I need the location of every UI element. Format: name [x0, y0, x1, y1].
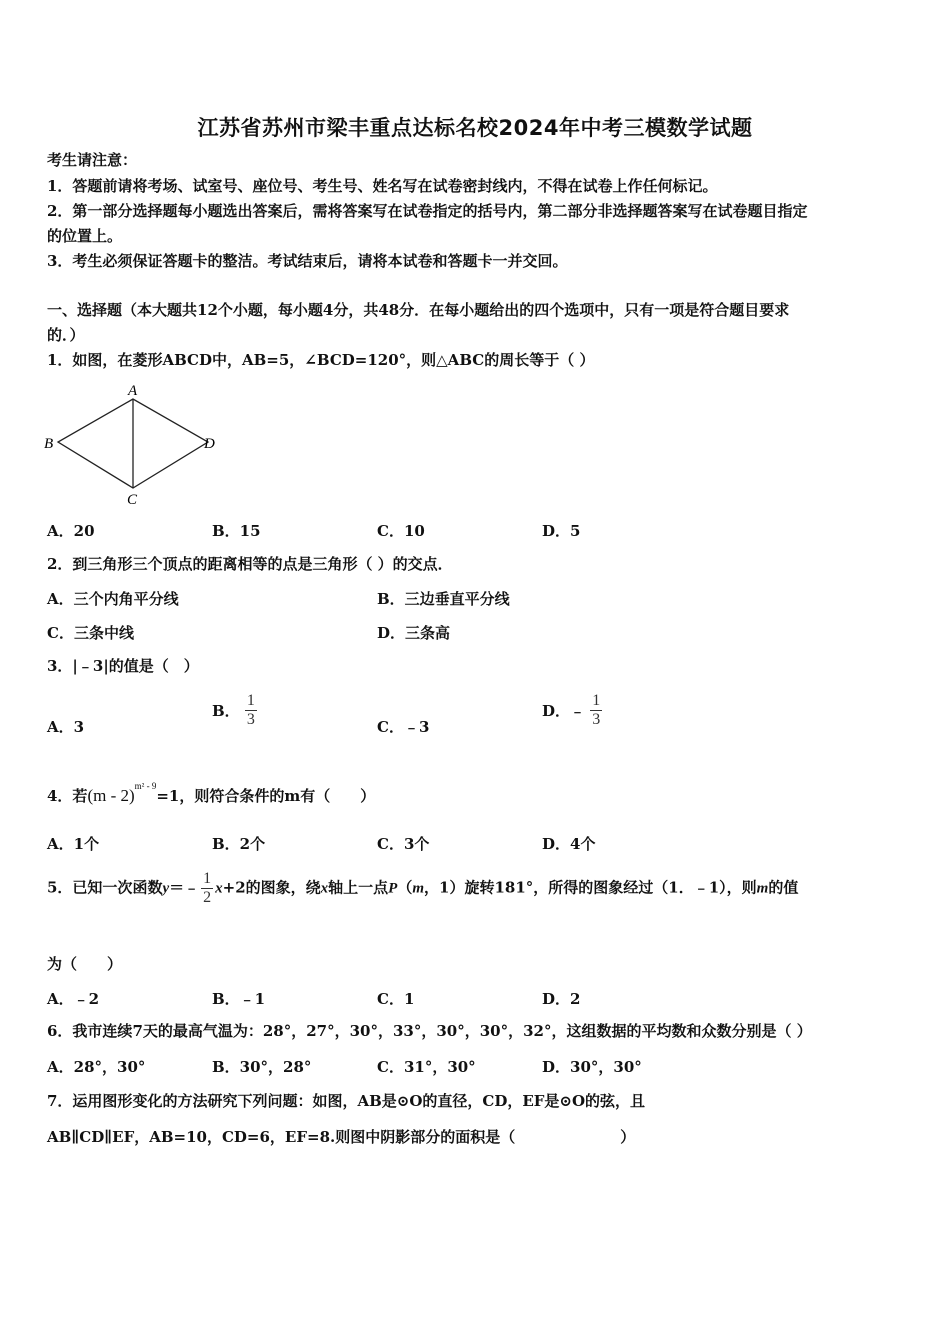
- var-x: x: [215, 880, 223, 897]
- q6-option-b[interactable]: B．30°，28°: [212, 1058, 312, 1076]
- q5-mid1: +2的图象，绕: [222, 878, 321, 897]
- q1-stem: 1．如图，在菱形ABCD中，AB=5，∠BCD=120°，则△ABC的周长等于（ ）: [47, 351, 595, 369]
- notice-item: 的位置上。: [47, 227, 123, 245]
- q5-option-a[interactable]: A．﹣2: [47, 990, 100, 1008]
- notice-heading: 考生请注意：: [47, 151, 138, 169]
- fraction-denominator: 3: [592, 711, 601, 728]
- q2-option-d[interactable]: D．三条高: [377, 624, 451, 642]
- q1-option-a[interactable]: A．20: [47, 522, 95, 540]
- q5-end: 的值: [768, 878, 799, 897]
- fraction: [590, 692, 602, 729]
- q2-stem: 2．到三角形三个顶点的距离相等的点是三角形（ ）的交点．: [47, 555, 453, 573]
- label-b: B: [44, 436, 54, 452]
- q5-stem: [47, 870, 798, 907]
- var-p: P: [388, 880, 398, 897]
- q3-option-d-label: D．﹣: [542, 702, 586, 720]
- q2-option-c[interactable]: C．三条中线: [47, 624, 134, 642]
- q5-eq: ＝﹣: [169, 878, 200, 897]
- q5-prefix: 5．已知一次函数: [47, 878, 163, 897]
- q3-option-b-label: B．: [212, 702, 240, 720]
- rhombus-figure: [40, 380, 230, 510]
- q2-option-a[interactable]: A．三个内角平分线: [47, 590, 179, 608]
- var-x: x: [320, 880, 329, 897]
- var-m: m: [412, 880, 425, 897]
- q4-option-d[interactable]: D．4个: [542, 835, 596, 853]
- q3-option-a[interactable]: A．3: [47, 718, 85, 736]
- q4-option-b[interactable]: B．2个: [212, 835, 266, 853]
- fraction: [245, 692, 257, 729]
- q5-option-d[interactable]: D．2: [542, 990, 581, 1008]
- q4-suffix: =1，则符合条件的m有（ ）: [156, 787, 376, 805]
- q4-prefix: 4．若: [47, 787, 88, 805]
- fraction-numerator: 1: [246, 692, 255, 709]
- q1-option-b[interactable]: B．15: [212, 522, 261, 540]
- q4-option-c[interactable]: C．3个: [377, 835, 430, 853]
- q7-stem: 7．运用图形变化的方法研究下列问题：如图，AB是⊙O的直径，CD，EF是⊙O的弦，且: [47, 1092, 646, 1110]
- q5-mid4: ，1）旋转181°，所得的图象经过（1．﹣1），则: [424, 878, 757, 897]
- q1-option-c[interactable]: C．10: [377, 522, 425, 540]
- label-a: A: [128, 383, 138, 399]
- fraction: [201, 870, 213, 907]
- q6-option-a[interactable]: A．28°，30°: [47, 1058, 146, 1076]
- q4-option-a[interactable]: A．1个: [47, 835, 100, 853]
- q5-mid3: （: [397, 878, 413, 897]
- q4-stem: [47, 782, 375, 806]
- q3-stem: 3．|﹣3|的值是（ ）: [47, 657, 199, 675]
- q6-option-d[interactable]: D．30°，30°: [542, 1058, 642, 1076]
- var-y: y: [162, 880, 170, 897]
- q3-option-d[interactable]: [542, 692, 602, 729]
- label-d: D: [204, 436, 215, 452]
- fraction-numerator: 1: [203, 870, 212, 887]
- q6-option-c[interactable]: C．31°，30°: [377, 1058, 476, 1076]
- var-m: m: [756, 880, 769, 897]
- q5-stem-cont: 为（ ）: [47, 955, 123, 973]
- label-c: C: [127, 492, 138, 508]
- q5-option-b[interactable]: B．﹣1: [212, 990, 266, 1008]
- q2-option-b[interactable]: B．三边垂直平分线: [377, 590, 510, 608]
- q4-base: (m - 2): [87, 786, 135, 805]
- notice-item: 1．答题前请将考场、试室号、座位号、考生号、姓名写在试卷密封线内，不得在试卷上作任何标记。: [47, 177, 718, 195]
- section-heading-cont: 的．）: [47, 326, 85, 344]
- q5-option-c[interactable]: C．1: [377, 990, 415, 1008]
- notice-item: 3．考生必须保证答题卡的整洁。考试结束后，请将本试卷和答题卡一并交回。: [47, 252, 568, 270]
- q3-option-b[interactable]: [212, 692, 257, 729]
- fraction-denominator: 3: [246, 711, 255, 728]
- q1-option-d[interactable]: D．5: [542, 522, 581, 540]
- notice-item: 2．第一部分选择题每小题选出答案后，需将答案写在试卷指定的括号内，第二部分非选择题答案写在试卷题目指定: [47, 202, 808, 220]
- page-title: 江苏省苏州市梁丰重点达标名校2024年中考三模数学试题: [197, 116, 753, 140]
- q6-stem: 6．我市连续7天的最高气温为：28°，27°，30°，33°，30°，30°，32°，这组数据的平均数和众数分别是（ ）: [47, 1022, 812, 1040]
- fraction-numerator: 1: [592, 692, 601, 709]
- section-heading: 一、选择题（本大题共12个小题，每小题4分，共48分．在每小题给出的四个选项中，只有一项是符合题目要求: [47, 301, 790, 319]
- q5-mid2: 轴上一点: [328, 878, 389, 897]
- q4-exponent: m² - 9: [134, 781, 157, 791]
- fraction-denominator: 2: [203, 889, 212, 906]
- q3-option-c[interactable]: C．﹣3: [377, 718, 430, 736]
- q7-stem-cont: AB∥CD∥EF，AB=10，CD=6，EF=8.则图中阴影部分的面积是（ ）: [47, 1128, 636, 1146]
